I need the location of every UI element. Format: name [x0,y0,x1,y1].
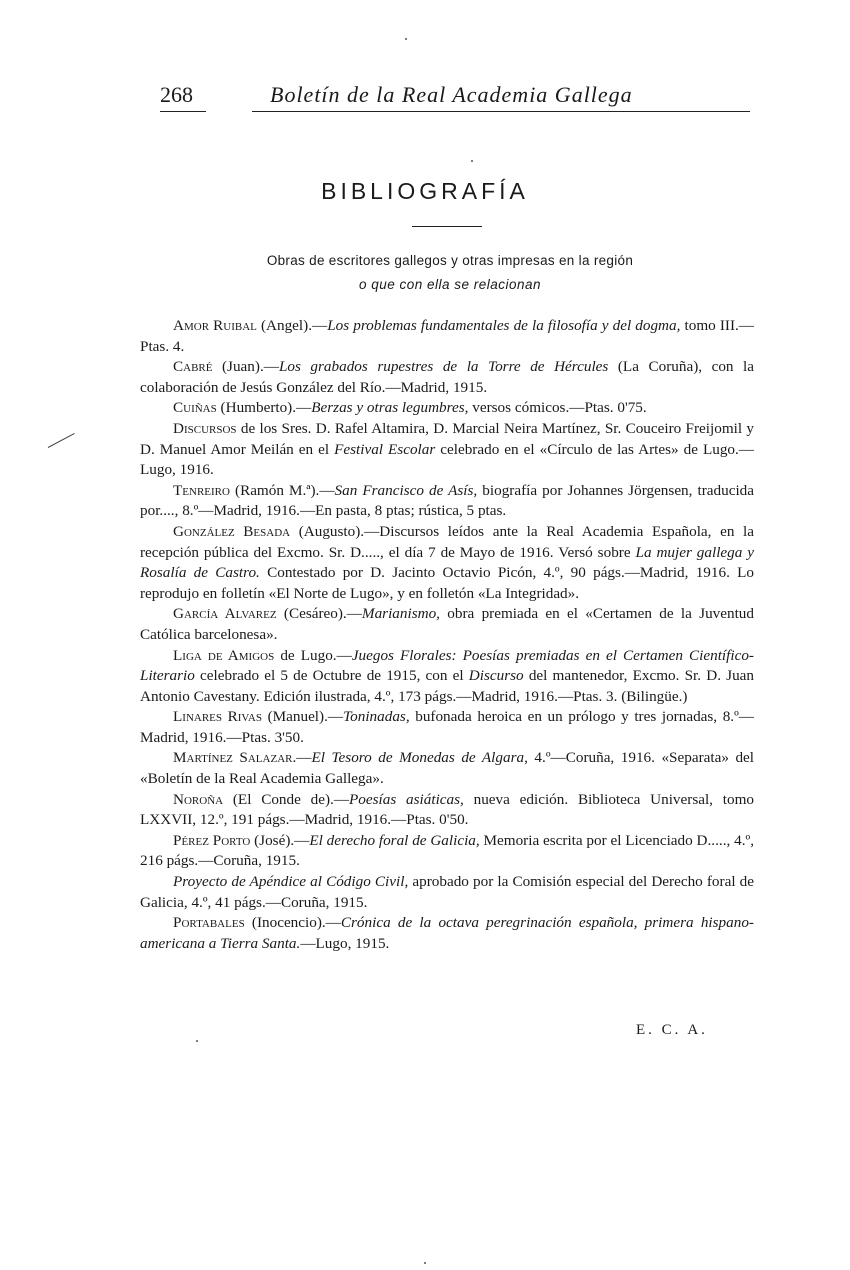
entry-author: García Alvarez [173,605,277,623]
entry-details: aprobado por la Comisión especial del Derecho foral de Galicia, 4.º, 41 págs.—Coruña, 1915. [140,873,754,911]
margin-pen-mark [48,433,75,448]
entry-details: bufonada heroica en un prólogo y tres jornadas, 8.º—Madrid, 1916.—Ptas. 3'50. [140,708,754,746]
entry-amor-ruibal [140,316,754,357]
entry-cabre [140,357,754,398]
entry-text: .— [292,749,312,767]
subtitle-line-1: Obras de escritores gallegos y otras impresas en la región [266,253,634,268]
running-header [160,78,750,114]
entry-title: El Tesoro de Monedas de Algara, [311,749,528,767]
entry-author: Portabales [173,914,245,932]
entry-details: obra premiada en el «Certamen de la Juventud Católica barcelonesa». [140,605,754,643]
entry-details: celebrado en el «Círculo de las Artes» de Lugo.—Lugo, 1916. [140,440,754,479]
running-title: Boletín de la Real Academia Gallega [270,82,633,107]
entry-author: Amor Ruibal [173,317,257,334]
entry-title: Crónica de la octava peregrinación española, primera hispano-americana a Tierra Santa. [140,914,754,952]
entry-cuinas [140,398,754,419]
entry-text: (Humberto).— [216,399,312,417]
subtitle-line-2: o que con ella se relacionan [358,277,542,292]
entry-author: Tenreiro [173,481,230,499]
entry-details: tomo III.—Ptas. 4. [140,317,754,355]
entry-text: (Cesáreo).— [276,605,362,623]
entry-gonzalez-besada [140,522,754,604]
entry-details: biografía por Johannes Jörgensen, traducida por...., 8.º—Madrid, 1916.—En pasta, 8 ptas; rústica, 5 ptas. [140,481,754,520]
print-speck [405,38,407,40]
entry-author: Linares Rivas [173,708,262,726]
entry-text: (José).— [250,831,310,849]
entry-title: Marianismo, [361,605,440,623]
entry-liga-de-amigos [140,646,754,708]
entry-author: Martínez Salazar [173,749,293,767]
title-rule [412,226,482,227]
bibliography-list [140,316,754,954]
entry-text: celebrado el 5 de Octubre de 1915, con el [194,667,469,685]
print-speck [196,1040,198,1042]
entry-text: de los Sres. D. Rafel Altamira, D. Marcial Neira Martínez, Sr. Couceiro Freijomil y D. Manuel Amor Meilán en el [140,419,754,458]
section-title: BIBLIOGRAFÍA [321,178,529,204]
entry-portabales [140,913,754,954]
entry-title: La mujer gallega y Rosalía de Castro. [140,543,754,582]
entry-text: (Manuel).— [261,708,344,726]
entry-details: Contestado por D. Jacinto Octavio Picón, 4.º, 90 págs.—Madrid, 1916. Lo reprodujo en folletín «El Norte de Lugo», y en folletón «La Integridad». [140,564,754,602]
print-speck [471,160,473,162]
entry-title: Berzas y otras legumbres, [311,399,469,417]
entry-title: Los grabados rupestres de la Torre de Hércules [278,358,609,376]
entry-title: Festival Escolar [334,440,436,458]
entry-text: (Augusto).—Discursos leídos ante la Real Academia Española, en la recepción pública del Excmo. Sr. D....., el día 7 de Mayo de 1916. Versó sobre [140,522,754,561]
entry-garcia-alvarez [140,604,754,645]
entry-title: San Francisco de Asís, [334,481,478,499]
entry-title: El derecho foral de Galicia, [309,831,480,849]
entry-details: 4.º—Coruña, 1916. «Separata» del «Boletín de la Real Academia Gallega». [140,749,755,788]
entry-text: (Inocencio).— [244,914,341,932]
entry-details: versos cómicos.—Ptas. 0'75. [468,399,647,417]
entry-discursos [140,419,754,481]
entry-details: del mantenedor, Excmo. Sr. D. Juan Antonio Cavestany. Edición ilustrada, 4.º, 173 págs.—Madrid, 1916.—Ptas. 3. (Bilingüe.) [140,667,754,705]
entry-author: Pérez Porto [173,831,251,849]
entry-author: Discursos [173,419,237,437]
entry-title: Poesías asiáticas, [349,790,464,808]
entry-tenreiro [140,481,754,522]
entry-author: Cabré [173,358,213,376]
entry-proyecto-apendice [140,872,754,913]
entry-title: Juegos Florales: Poesías premiadas en el Certamen Científico-Literario [140,646,754,685]
entry-author: González Besada [173,522,291,540]
header-rule-left [160,111,206,112]
entry-linares-rivas [140,707,754,748]
entry-author: Noroña [173,790,224,808]
entry-title: Discurso [468,667,524,685]
entry-details: Memoria escrita por el Licenciado D....., 4.º, 216 págs.—Coruña, 1915. [140,831,754,870]
entry-title: Los problemas fundamentales de la filosofía y del dogma, [327,317,681,334]
signature-initials: E. C. A. [636,1022,708,1038]
entry-text: (Angel).— [256,317,328,334]
entry-text: (Ramón M.ª).— [229,481,335,499]
entry-details: (La Coruña), con la colaboración de Jesús González del Río.—Madrid, 1915. [140,358,754,396]
entry-text: de Lugo.— [274,646,352,664]
entry-title: Toninadas, [343,708,410,726]
entry-details: nueva edición. Biblioteca Universal, tomo LXXVII, 12.º, 191 págs.—Madrid, 1916.—Ptas. 0'50. [140,790,754,829]
entry-text: (El Conde de).— [223,790,350,808]
entry-author: Liga de Amigos [173,646,275,664]
entry-title: Proyecto de Apéndice al Código Civil, [173,873,409,891]
page-number: 268 [160,82,193,107]
entry-text: (Juan).— [212,358,279,376]
entry-martinez-salazar [140,748,754,789]
print-speck [424,1262,426,1264]
entry-norona [140,790,754,831]
entry-perez-porto [140,831,754,872]
entry-details: —Lugo, 1915. [300,934,390,952]
header-rule-right [252,111,750,112]
entry-author: Cuiñas [173,399,217,417]
